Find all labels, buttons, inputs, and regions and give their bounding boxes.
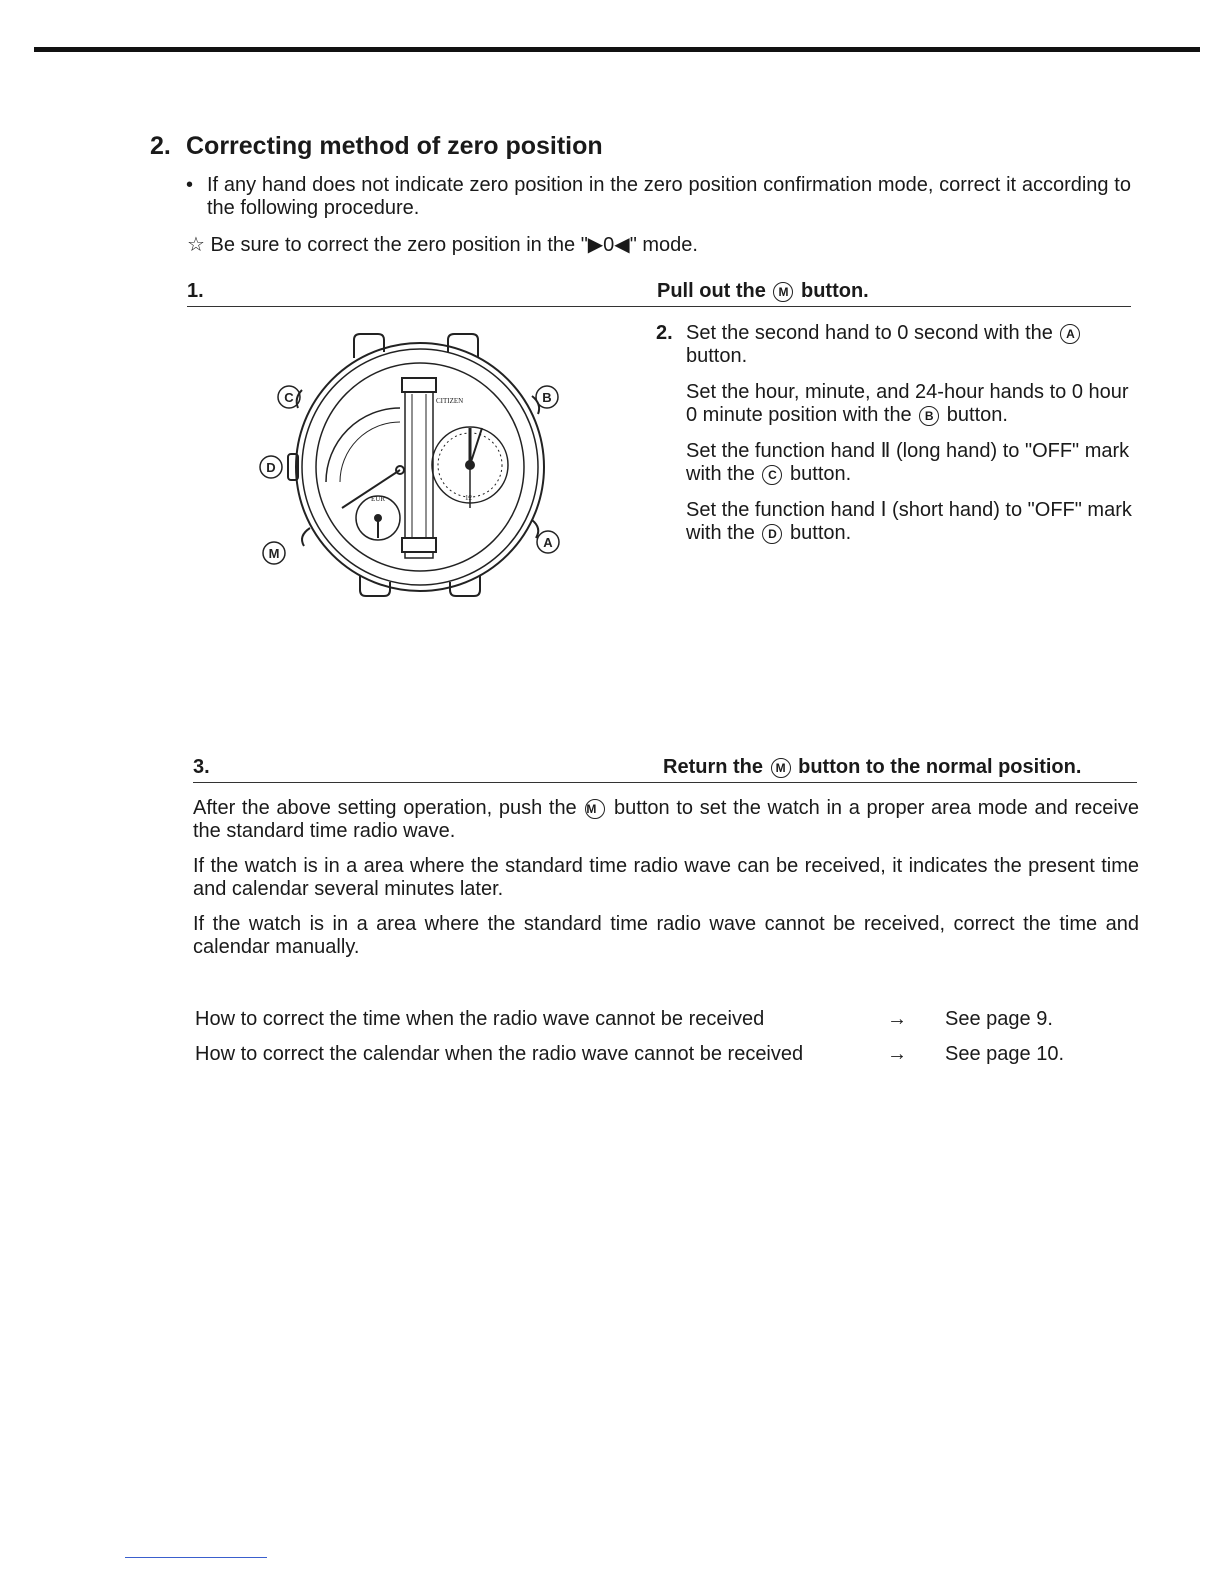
bullet-text: If any hand does not indicate zero position in the zero position confirmation mode, correct it according to the following procedure. xyxy=(207,174,1131,219)
step2-block xyxy=(656,322,1134,558)
bullet-dot: • xyxy=(186,174,194,196)
step1-heading xyxy=(187,280,1131,307)
step2-p1-text-a: Set the second hand to 0 second with the xyxy=(686,322,1059,344)
step2-p3-text-b: button. xyxy=(784,463,852,485)
button-m-label: M xyxy=(268,546,280,561)
b-button-icon: B xyxy=(919,406,939,426)
after-para-1 xyxy=(193,797,1139,843)
center-rail xyxy=(405,380,433,558)
d-button-icon: D xyxy=(762,524,782,544)
after-block xyxy=(193,797,1139,971)
step2-p4-text-b: button. xyxy=(784,522,852,544)
star-note xyxy=(187,232,698,257)
step1-text-b: button. xyxy=(795,280,869,302)
main-pivot xyxy=(466,461,474,469)
step2-p4-text-a: Set the function hand Ⅰ (short hand) to "OFF" mark with the xyxy=(686,499,1132,544)
ref-label: How to correct the calendar when the radio wave cannot be received xyxy=(195,1043,804,1065)
button-c-label: C xyxy=(284,390,294,405)
pusher-m xyxy=(302,528,310,546)
section-title-text: Correcting method of zero position xyxy=(186,132,603,160)
star-note-after: " mode. xyxy=(629,234,698,256)
step3-number: 3. xyxy=(193,756,210,778)
step1-text xyxy=(657,280,869,303)
arrow-icon: → xyxy=(887,1043,907,1065)
pusher-a xyxy=(532,520,538,538)
bottom-mark xyxy=(125,1557,267,1558)
step2-p1-text-b: button. xyxy=(686,345,748,367)
step1-text-a: Pull out the xyxy=(657,280,772,302)
step2-p3-text-a: Set the function hand Ⅱ (long hand) to "OFF" mark with the xyxy=(686,440,1130,485)
step2-number: 2. xyxy=(656,322,673,344)
ref-label: How to correct the time when the radio wave cannot be received xyxy=(195,1008,765,1030)
bullet-note xyxy=(186,174,1131,220)
m-button-icon: M xyxy=(771,758,791,778)
step3-text-a: Return the xyxy=(663,756,769,778)
step2-p2-text-a: Set the hour, minute, and 24-hour hands to 0 hour 0 minute position with the xyxy=(686,381,1129,426)
top-rule xyxy=(34,47,1200,52)
section-title xyxy=(150,132,603,161)
button-a-label: A xyxy=(543,535,553,550)
arrow-icon: → xyxy=(887,1008,907,1030)
button-d-label: D xyxy=(266,460,276,475)
step2-p2-text-b: button. xyxy=(941,404,1008,426)
twelve-marker: 12 xyxy=(465,494,472,502)
step2-para-1 xyxy=(686,322,1134,368)
button-b-label: B xyxy=(542,390,552,405)
section-number: 2. xyxy=(150,132,171,160)
step3-heading xyxy=(193,756,1137,783)
step3-text xyxy=(663,756,1081,779)
rail-cap-top xyxy=(402,378,436,392)
step1-number: 1. xyxy=(187,280,204,302)
watch-brand: CITIZEN xyxy=(436,397,464,405)
m-button-icon: M xyxy=(773,282,793,302)
after-p1-text-b: button to set the watch in a proper area mode and receive the standard time radio wave. xyxy=(193,797,1139,842)
sector-arc-outer xyxy=(326,408,400,482)
watch-illustration xyxy=(250,332,570,602)
star-note-before: Be sure to correct the zero position in the " xyxy=(210,234,588,256)
after-para-2: If the watch is in a area where the standard time radio wave can be received, it indicates the present time and calendar several minutes later. xyxy=(193,855,1139,900)
ref-page: See page 10. xyxy=(945,1043,1064,1065)
step2-para-2 xyxy=(686,381,1134,427)
subdial-label: EUR xyxy=(371,495,385,503)
after-para-3: If the watch is in a area where the standard time radio wave cannot be received, correct the time and calendar manually. xyxy=(193,913,1139,958)
star-icon: ☆ xyxy=(187,234,205,256)
sector-arc-inner xyxy=(340,422,400,482)
step2-para-3 xyxy=(686,440,1134,486)
ref-page: See page 9. xyxy=(945,1008,1053,1030)
m-button-icon: M xyxy=(585,799,605,819)
rail-cap-bottom xyxy=(402,538,436,552)
step2-para-4 xyxy=(686,499,1134,545)
mode-symbol: ▶0◀ xyxy=(587,234,630,256)
a-button-icon: A xyxy=(1060,324,1080,344)
step3-text-b: button to the normal position. xyxy=(792,756,1082,778)
after-p1-text-a: After the above setting operation, push the xyxy=(193,797,584,819)
c-button-icon: C xyxy=(762,465,782,485)
